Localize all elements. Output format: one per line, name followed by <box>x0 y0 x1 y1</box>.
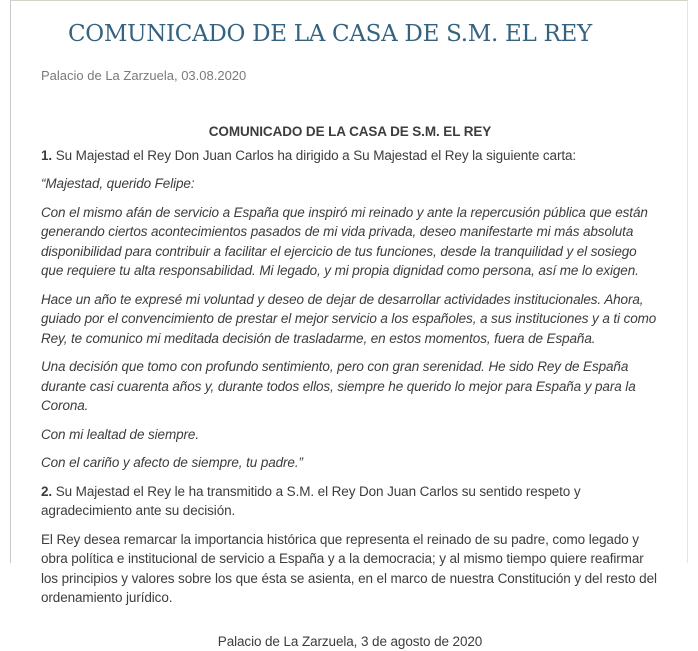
paragraph-point-2 <box>41 482 659 521</box>
letter-paragraph: Una decisión que tomo con profundo sentimiento, pero con gran serenidad. He sido Rey de España durante casi cuarenta años y, durante todos ellos, siempre he querido lo mejor para España y para la Corona. <box>41 357 659 416</box>
page-dateline: Palacio de La Zarzuela, 03.08.2020 <box>41 68 667 84</box>
paragraph-point-1 <box>41 146 659 166</box>
letter-paragraph: Hace un año te expresé mi voluntad y deseo de dejar de desarrollar actividades institucionales. Ahora, guiado por el convencimiento de prestar el mejor servicio a los españoles, a sus instituciones y a ti como Rey, te comunico mi meditada decisión de trasladarme, en estos momentos, fuera de España. <box>41 290 659 349</box>
closing-paragraph: El Rey desea remarcar la importancia histórica que representa el reinado de su padre, como legado y obra política e institucional de servicio a España y a la democracia; y al mismo tiempo quiere reafirmar los principios y valores sobre los que ésta se asienta, en el marco de nuestra Constitución y del resto del ordenamiento jurídico. <box>41 530 659 608</box>
page-title: COMUNICADO DE LA CASA DE S.M. EL REY <box>68 20 667 48</box>
point-2-text: Su Majestad el Rey le ha transmitido a S.M. el Rey Don Juan Carlos su sentido respeto y agradecimiento ante su decisión. <box>41 484 581 519</box>
article-heading: COMUNICADO DE LA CASA DE S.M. EL REY <box>41 122 659 142</box>
closing-dateline: Palacio de La Zarzuela, 3 de agosto de 2020 <box>41 632 659 651</box>
point-1-text: Su Majestad el Rey Don Juan Carlos ha dirigido a Su Majestad el Rey la siguiente carta: <box>52 148 576 163</box>
letter-signoff-line: Con el cariño y afecto de siempre, tu padre.” <box>41 453 659 473</box>
letter-salutation: “Majestad, querido Felipe: <box>41 174 659 194</box>
point-1-number: 1. <box>41 148 52 163</box>
communique-card <box>10 0 688 563</box>
quoted-letter <box>41 174 659 473</box>
communique-body <box>41 122 659 651</box>
point-2-number: 2. <box>41 484 52 499</box>
letter-paragraph: Con el mismo afán de servicio a España que inspiró mi reinado y ante la repercusión pública que están generando ciertos acontecimientos pasados de mi vida privada, deseo manifestarte mi más absoluta disponibilidad para contribuir a facilitar el ejercicio de tus funciones, desde la tranquilidad y el sosiego que requiere tu alta responsabilidad. Mi legado, y mi propia dignidad como persona, así me lo exigen. <box>41 203 659 281</box>
letter-loyalty-line: Con mi lealtad de siempre. <box>41 425 659 445</box>
